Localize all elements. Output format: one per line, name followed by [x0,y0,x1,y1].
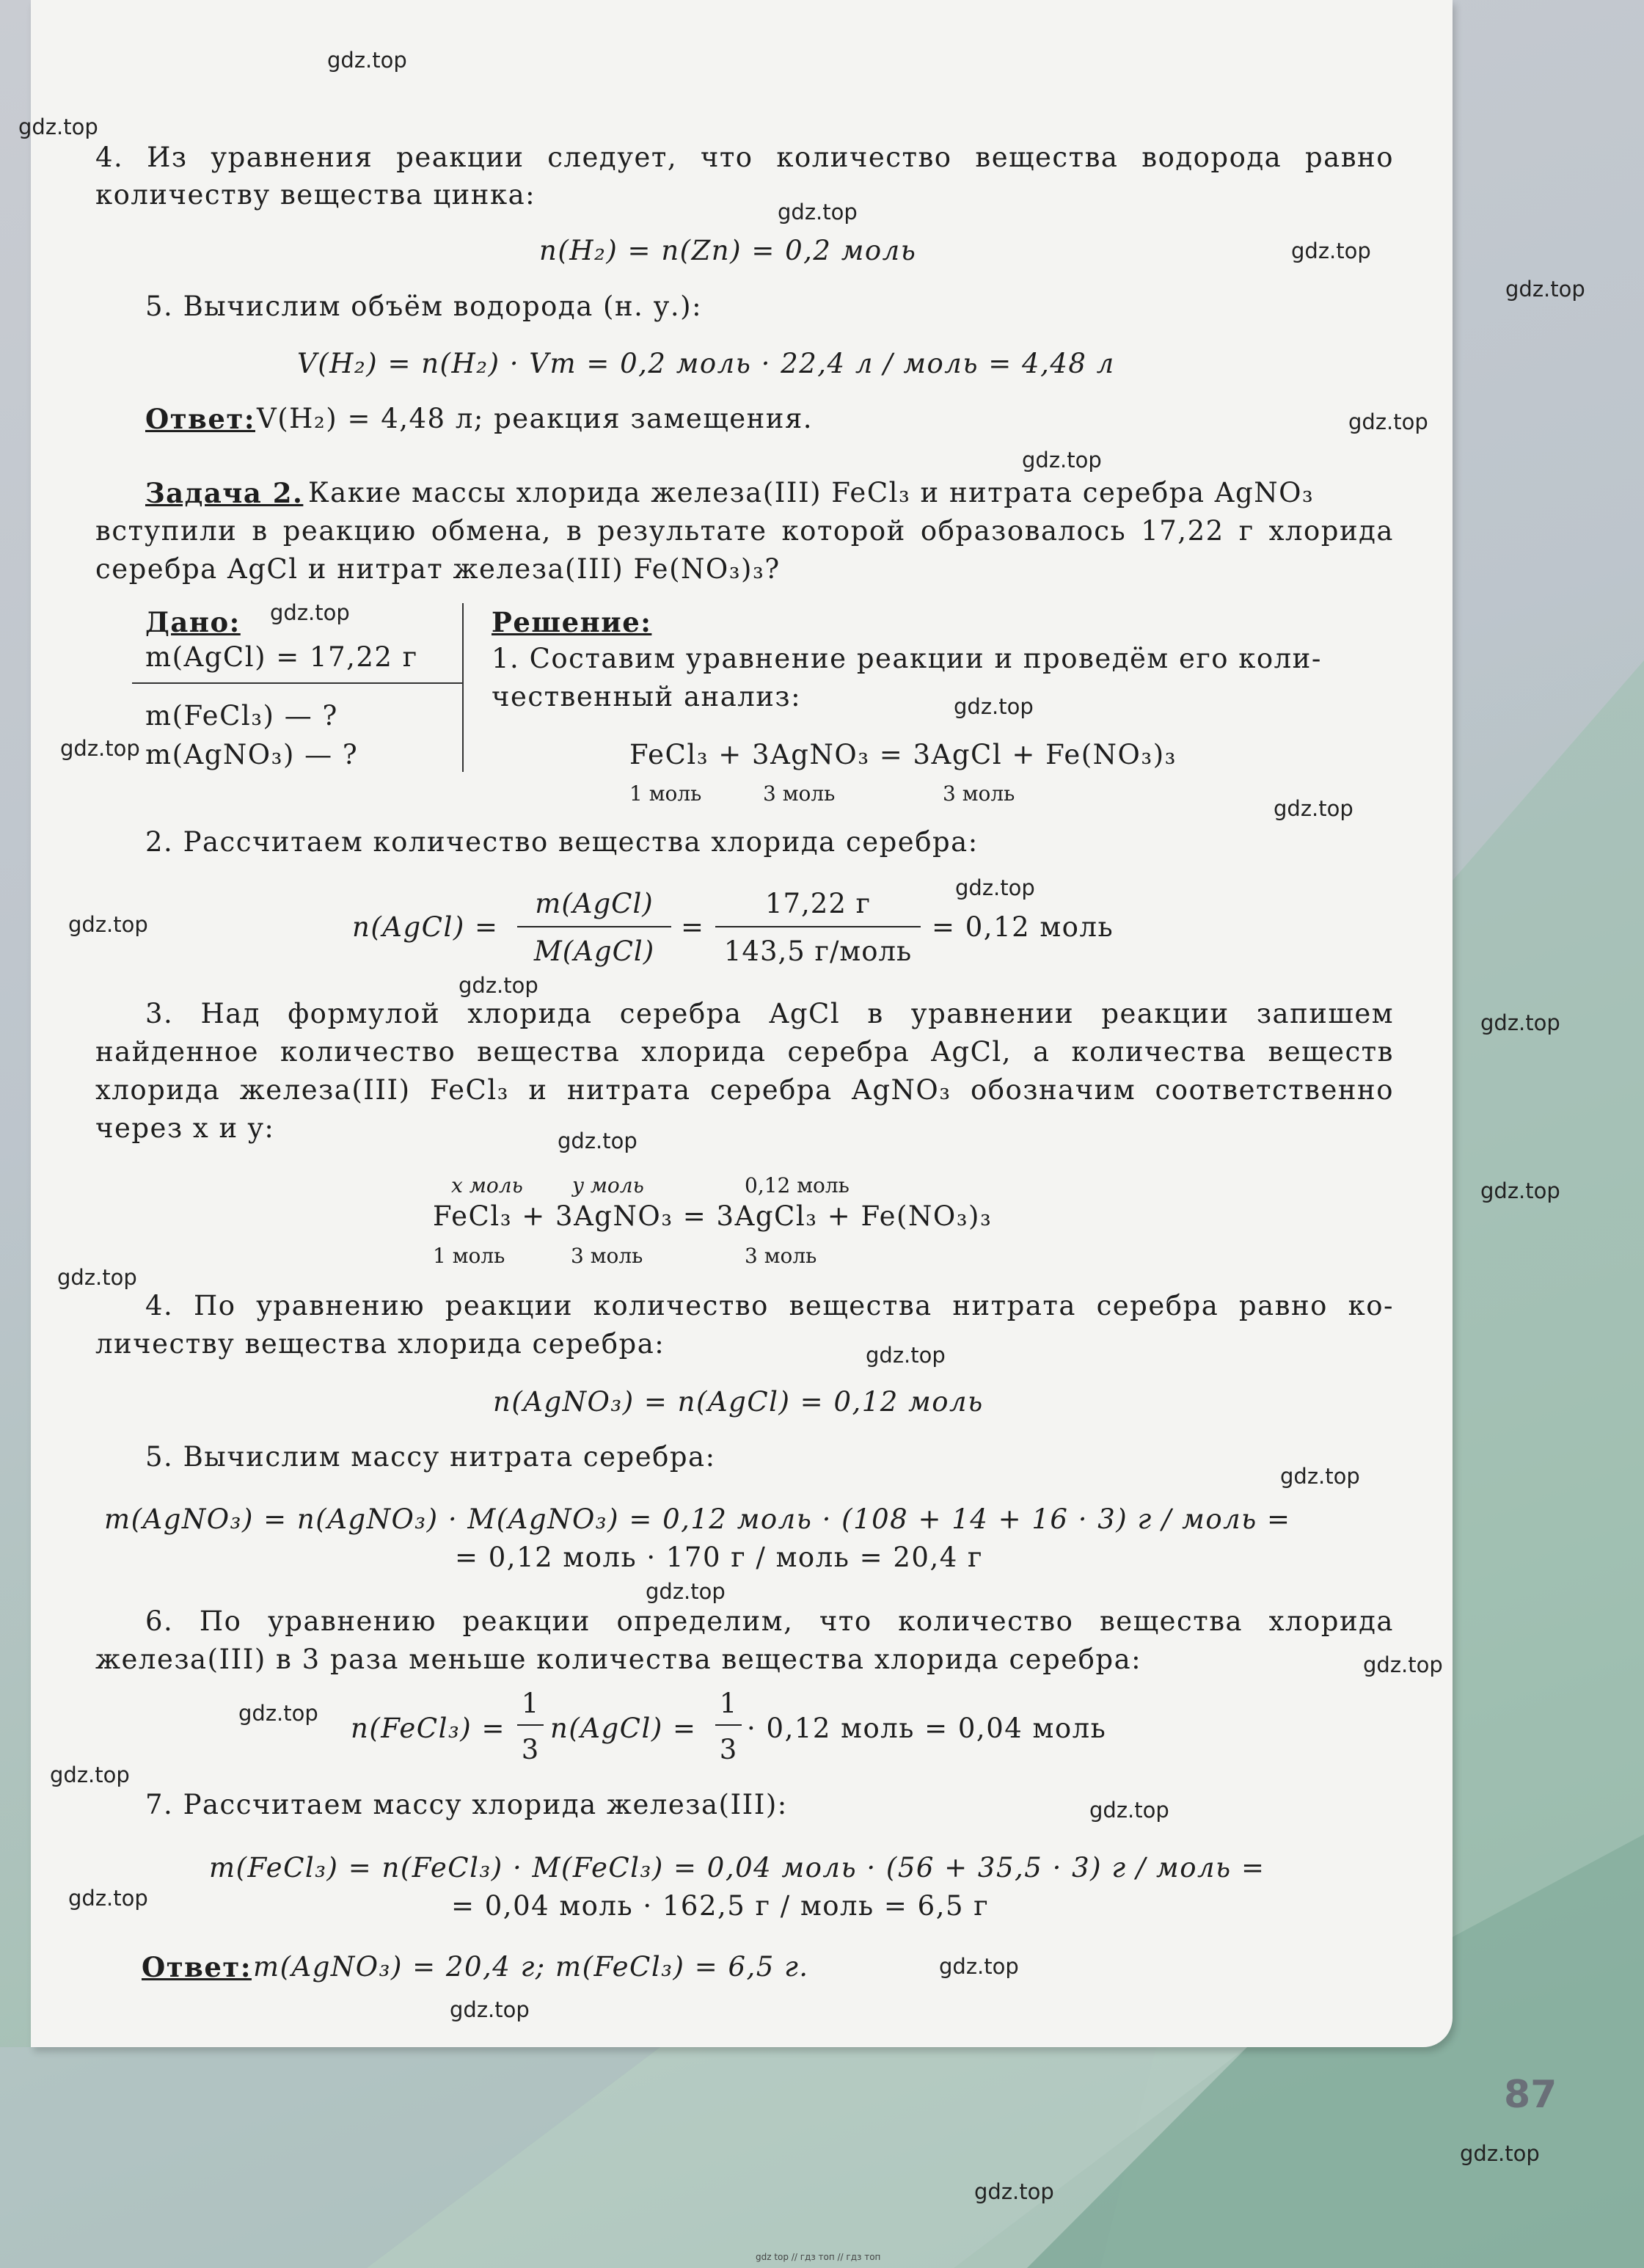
bottom-note: gdz top // гдз топ // гдз топ [756,2252,881,2262]
answer2-label: Ответ: [142,1951,252,1983]
watermark: gdz.top [974,2179,1054,2204]
step7-equation-line1: m(FeCl₃) = n(FeCl₃) · M(FeCl₃) = 0,04 моль · (56 + 35,5 · 3) г / моль = [209,1852,1265,1884]
step2-equals: = [681,911,705,943]
watermark: gdz.top [57,1265,137,1290]
problem2-line1: Какие массы хлорида железа(III) FeCl₃ и нитрата серебра AgNO₃ [308,477,1315,508]
step4b-line1: 4. По уравнению реакции количество вещества нитрата серебра равно ко- [145,1290,1394,1321]
step5b-equation-line1: m(AgNO₃) = n(AgNO₃) · M(AgNO₃) = 0,12 моль · (108 + 14 + 16 · 3) г / моль = [104,1503,1291,1535]
step6-frac1-bar [517,1724,544,1726]
step6-result: · 0,12 моль = 0,04 моль [747,1713,1107,1744]
step4b-equation: n(AgNO₃) = n(AgCl) = 0,12 моль [493,1386,984,1418]
step3-line3: хлорида железа(III) FeCl₃ и нитрата серебра AgNO₃ обозначим соответственно [95,1074,1394,1106]
watermark: gdz.top [450,1997,530,2022]
step5b-line: 5. Вычислим массу нитрата серебра: [145,1441,716,1473]
watermark: gdz.top [1089,1798,1169,1823]
reaction-equation-2: FeCl₃ + 3AgNO₃ = 3AgCl₃ + Fe(NO₃)₃ [433,1200,993,1232]
solution-step1-line2: чественный анализ: [492,681,802,712]
watermark: gdz.top [68,1886,148,1911]
step2-bar1 [517,926,671,927]
step6-frac2-den: 3 [719,1734,738,1765]
eq1-under-fecl3: 1 моль [629,781,702,806]
watermark: gdz.top [955,875,1035,900]
watermark: gdz.top [1022,448,1102,473]
step7-equation-line2: = 0,04 моль · 162,5 г / моль = 6,5 г [451,1890,990,1922]
watermark: gdz.top [1274,796,1353,821]
solution-step1-line1: 1. Составим уравнение реакции и проведём его коли- [492,643,1322,674]
watermark: gdz.top [1480,1010,1560,1035]
step6-mid: n(AgCl) = [550,1713,697,1744]
answer1-text: V(H₂) = 4,48 л; реакция замещения. [257,403,814,434]
step5-line: 5. Вычислим объём водорода (н. у.): [145,291,703,322]
step3-line4: через x и y: [95,1112,275,1144]
find-agno3: m(AgNO₃) — ? [145,739,359,770]
step5-equation: V(H₂) = n(H₂) · Vm = 0,2 моль · 22,4 л / моль = 4,48 л [297,348,1115,379]
eq1-under-agcl: 3 моль [943,781,1015,806]
problem2-line2: вступили в реакцию обмена, в результате которой образовалось 17,22 г хлорида [95,515,1394,547]
watermark: gdz.top [60,736,140,761]
step6-frac2-num: 1 [719,1688,738,1719]
given-divider [132,682,462,684]
solution-label: Решение: [492,606,652,638]
watermark: gdz.top [646,1579,726,1604]
step6-lhs: n(FeCl₃) = [351,1713,505,1744]
step6-frac2-bar [715,1724,742,1726]
watermark: gdz.top [866,1343,946,1368]
step4b-line2: личеству вещества хлорида серебра: [95,1328,665,1360]
step6-frac1-den: 3 [521,1734,540,1765]
step3-line2: найденное количество вещества хлорида серебра AgCl, а количества веществ [95,1036,1394,1068]
watermark: gdz.top [1348,409,1428,434]
step4-line1: 4. Из уравнения реакции следует, что количество вещества водорода равно [95,142,1394,173]
watermark: gdz.top [68,912,148,937]
watermark: gdz.top [1460,2141,1540,2166]
step6-frac1-num: 1 [521,1688,540,1719]
eq2-under-agno3: 3 моль [571,1244,643,1268]
step2-num2: 17,22 г [764,888,872,919]
reaction-equation-1: FeCl₃ + 3AgNO₃ = 3AgCl + Fe(NO₃)₃ [629,739,1177,770]
watermark: gdz.top [238,1701,318,1726]
given-value: m(AgCl) = 17,22 г [145,641,418,673]
watermark: gdz.top [1280,1464,1360,1489]
given-vertical-divider [462,603,464,772]
step4-line2: количеству вещества цинка: [95,179,536,211]
watermark: gdz.top [270,600,350,625]
step2-num1: m(AgCl) [535,888,654,919]
page-number: 87 [1504,2073,1557,2117]
eq2-under-agcl: 3 моль [745,1244,817,1268]
watermark: gdz.top [1480,1178,1560,1203]
find-fecl3: m(FeCl₃) — ? [145,700,338,732]
watermark: gdz.top [18,114,98,139]
watermark: gdz.top [1505,277,1585,302]
eq1-under-agno3: 3 моль [763,781,836,806]
eq2-over-y: y моль [572,1173,644,1197]
step2-line: 2. Рассчитаем количество вещества хлорида серебра: [145,826,979,858]
step5b-equation-line2: = 0,12 моль · 170 г / моль = 20,4 г [455,1542,983,1573]
watermark: gdz.top [778,200,858,225]
step4-equation: n(H₂) = n(Zn) = 0,2 моль [539,235,917,266]
eq2-over-agcl: 0,12 моль [745,1173,850,1197]
watermark: gdz.top [1363,1652,1443,1677]
answer2-text: m(AgNO₃) = 20,4 г; m(FeCl₃) = 6,5 г. [253,1951,809,1983]
watermark: gdz.top [558,1128,637,1153]
step2-lhs: n(AgCl) = [352,911,499,943]
step6-line1: 6. По уравнению реакции определим, что количество вещества хлорида [145,1605,1394,1637]
eq2-over-x: x моль [451,1173,523,1197]
watermark: gdz.top [1291,238,1371,263]
watermark: gdz.top [50,1762,130,1787]
given-label: Дано: [145,606,241,638]
eq2-under-fecl3: 1 моль [433,1244,505,1268]
step3-line1: 3. Над формулой хлорида серебра AgCl в уравнении реакции запишем [145,998,1394,1029]
step6-line2: железа(III) в 3 раза меньше количества вещества хлорида серебра: [95,1644,1142,1675]
step2-den2: 143,5 г/моль [723,936,913,967]
watermark: gdz.top [327,48,407,73]
step7-line: 7. Рассчитаем массу хлорида железа(III): [145,1789,788,1820]
watermark: gdz.top [954,694,1034,719]
step2-den1: M(AgCl) [533,936,655,967]
watermark: gdz.top [939,1954,1019,1979]
step2-result: = 0,12 моль [932,911,1114,943]
problem2-line3: серебра AgCl и нитрат железа(III) Fe(NO₃)₃? [95,553,781,585]
step2-bar2 [715,926,921,927]
watermark: gdz.top [459,973,538,998]
problem2-label: Задача 2. [145,477,304,509]
answer1-label: Ответ: [145,403,255,435]
